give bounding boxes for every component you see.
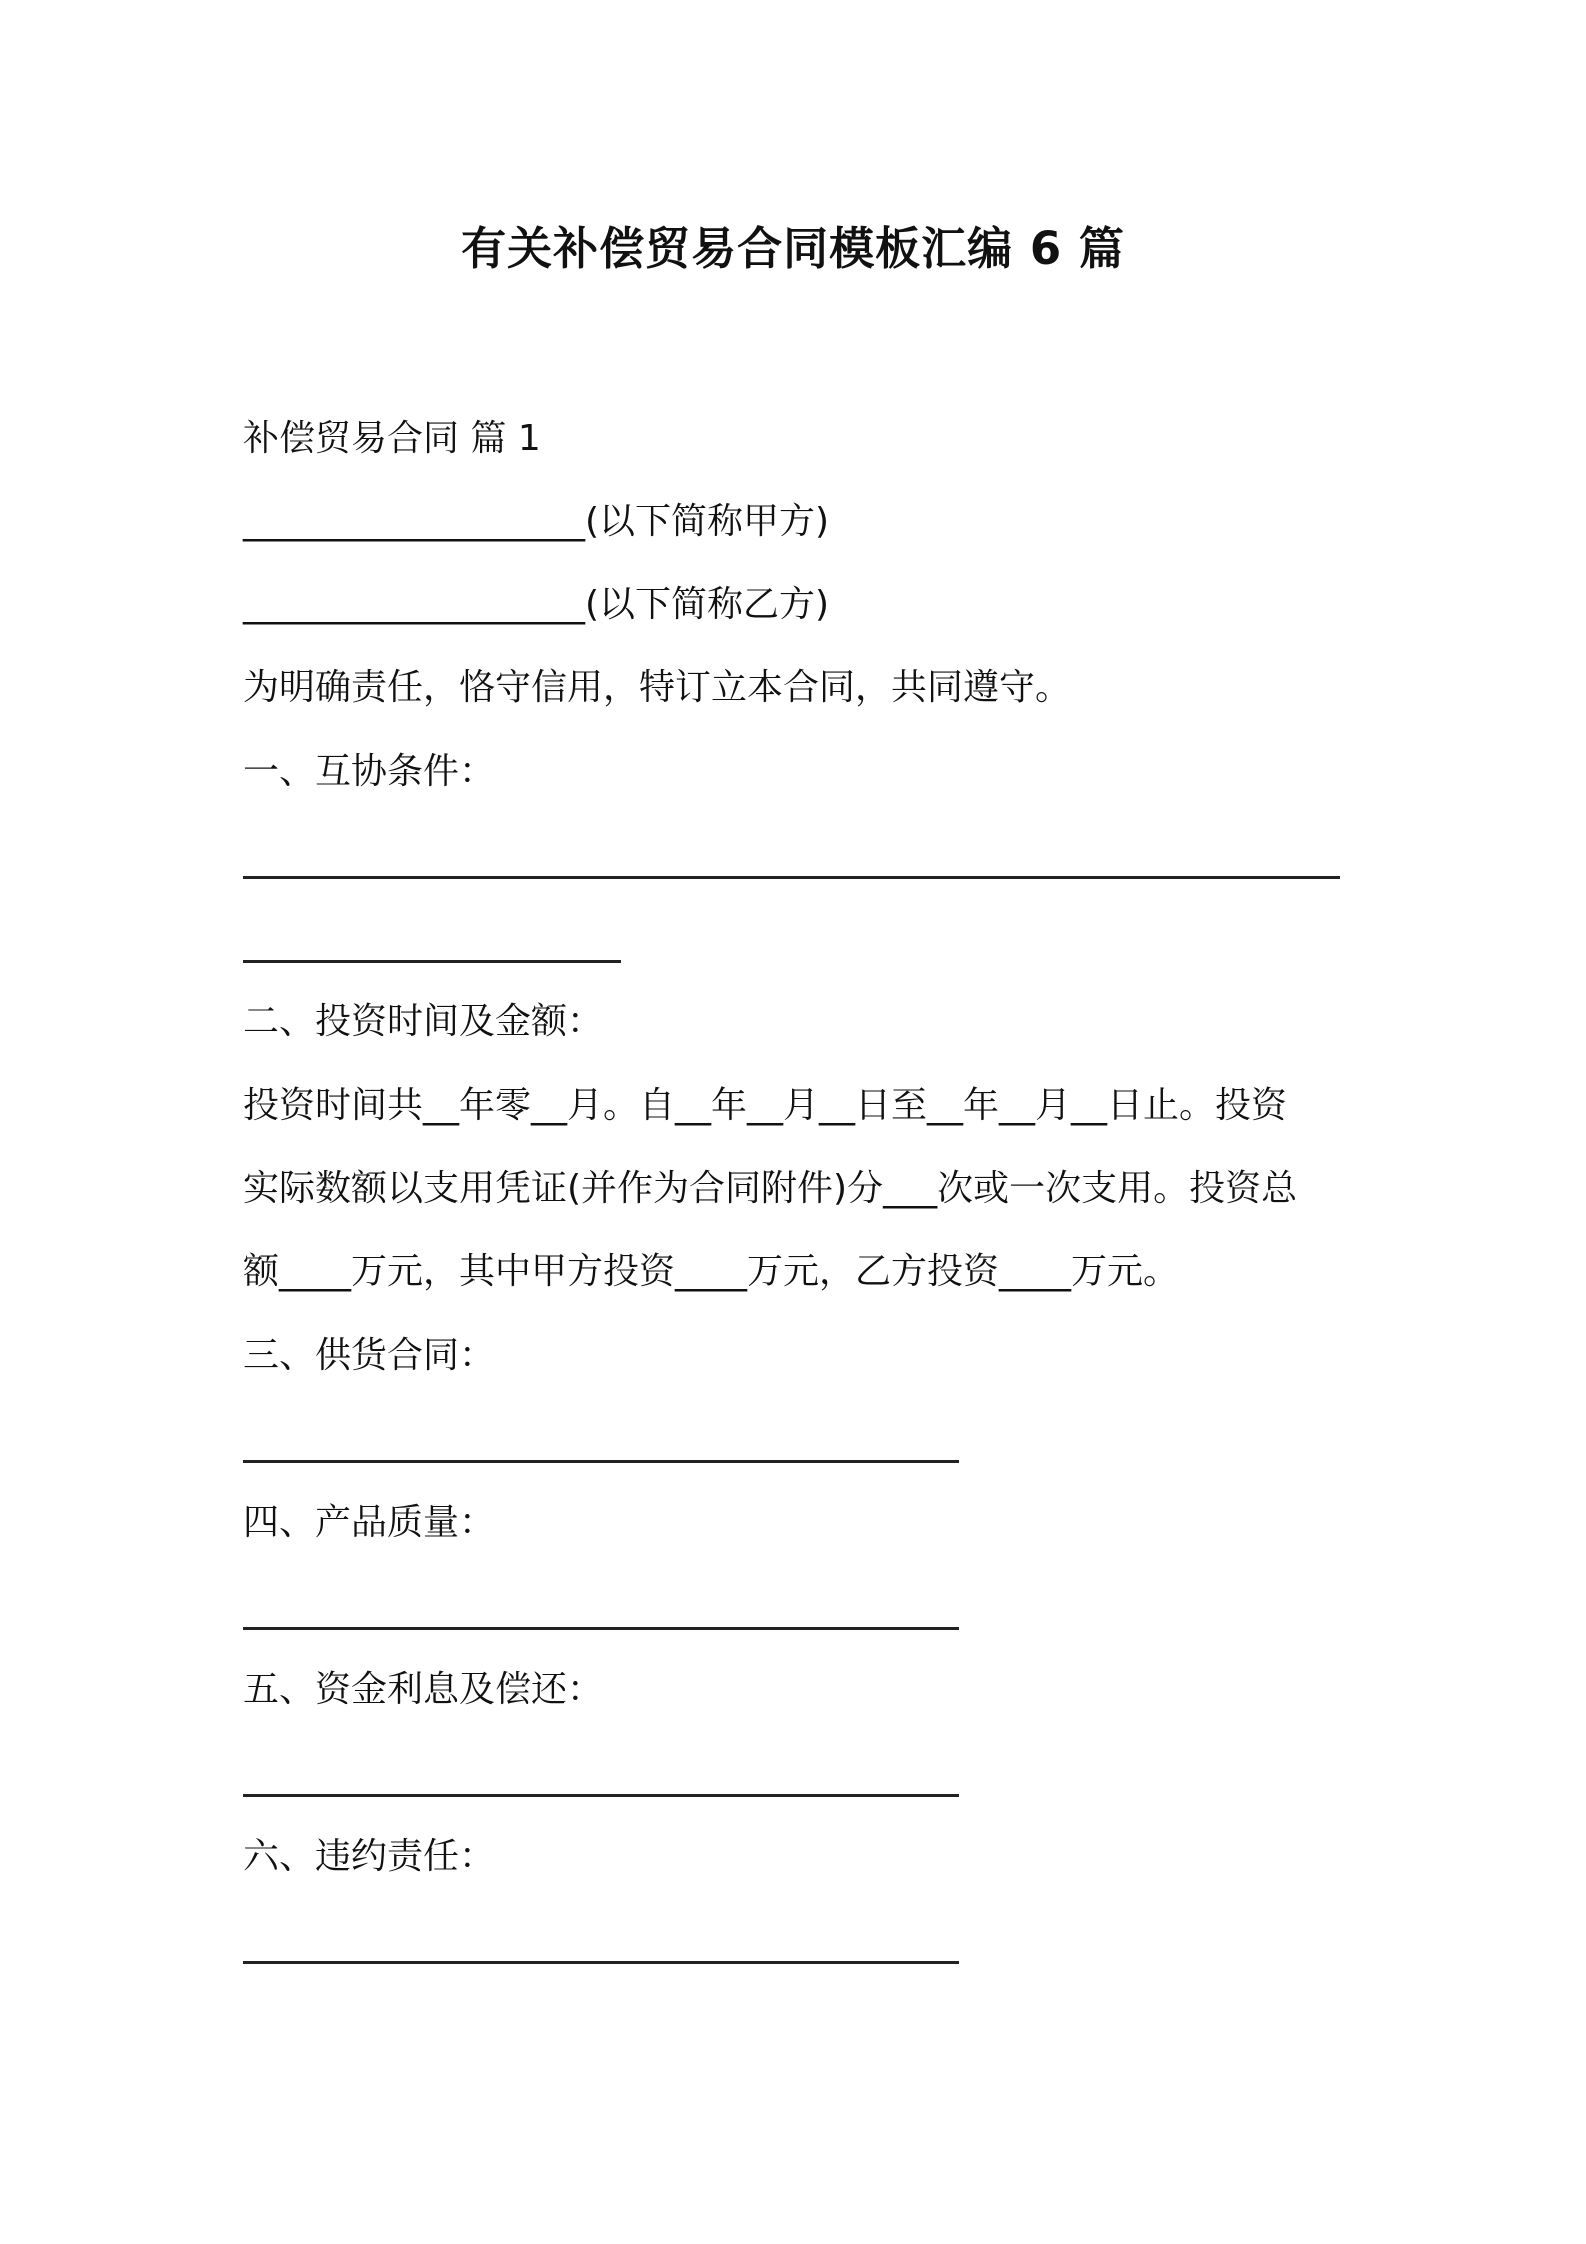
preamble: 为明确责任，恪守信用，特订立本合同，共同遵守。 bbox=[243, 667, 1072, 708]
clause-4-blank-line bbox=[243, 1627, 959, 1630]
clause-2-body-line-2: 实际数额以支用凭证(并作为合同附件)分___次或一次支用。投资总 bbox=[243, 1168, 1298, 1209]
party-a-line: ___________________(以下简称甲方) bbox=[243, 501, 830, 542]
clause-1-blank-line-1 bbox=[243, 876, 1340, 879]
clause-1-heading: 一、互协条件： bbox=[243, 751, 496, 792]
clause-3-heading: 三、供货合同： bbox=[243, 1335, 496, 1376]
clause-6-blank-line bbox=[243, 1961, 959, 1964]
clause-6-heading: 六、违约责任： bbox=[243, 1836, 496, 1877]
party-b-line: ___________________(以下简称乙方) bbox=[243, 584, 830, 625]
clause-4-heading: 四、产品质量： bbox=[243, 1502, 496, 1543]
clause-5-heading: 五、资金利息及偿还： bbox=[243, 1669, 604, 1710]
clause-5-blank-line bbox=[243, 1794, 959, 1797]
document-title: 有关补偿贸易合同模板汇编 6 篇 bbox=[461, 222, 1125, 275]
section-heading: 补偿贸易合同 篇 1 bbox=[243, 418, 541, 459]
clause-3-blank-line bbox=[243, 1460, 959, 1463]
clause-1-blank-line-2 bbox=[243, 960, 621, 963]
clause-2-heading: 二、投资时间及金额： bbox=[243, 1001, 604, 1042]
clause-2-body-line-1: 投资时间共__年零__月。自__年__月__日至__年__月__日止。投资 bbox=[243, 1085, 1288, 1126]
clause-2-body-line-3: 额____万元，其中甲方投资____万元，乙方投资____万元。 bbox=[243, 1251, 1180, 1292]
